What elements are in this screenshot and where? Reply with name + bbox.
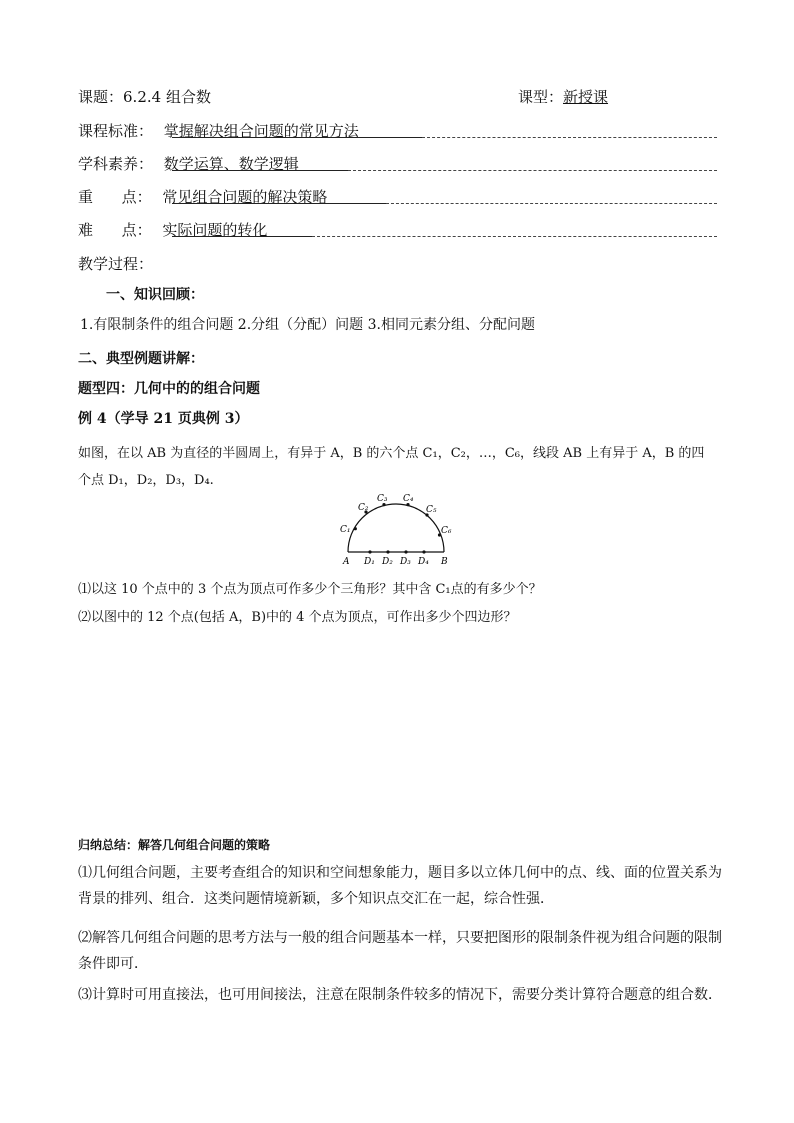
- lesson-type-label: 课型：: [518, 88, 564, 106]
- label-c6: C₆: [441, 526, 452, 536]
- section-examples-title: 二、典型例题讲解：: [78, 351, 204, 367]
- standard-value: 掌握解决组合问题的常见方法: [163, 122, 359, 140]
- problem-type-title: 题型四：几何中的的组合问题: [78, 381, 260, 397]
- label-c4: C₄: [403, 494, 414, 504]
- difficulty-label: 难 点：: [78, 221, 152, 239]
- literacy-label: 学科素养：: [78, 155, 154, 173]
- semicircle-figure: [334, 488, 464, 570]
- literacy-value: 数学运算、数学逻辑: [163, 155, 299, 173]
- lesson-type-value: 新授课: [563, 88, 609, 106]
- process-label: 教学过程：: [78, 255, 154, 273]
- question-1: ⑴以这 10 个点中的 3 个点为顶点可作多少个三角形？其中含 C₁点的有多少个？: [78, 582, 542, 597]
- topic-row: [78, 86, 211, 107]
- label-c5: C₅: [426, 505, 437, 515]
- label-d4: D₄: [418, 557, 429, 567]
- label-c2: C₂: [358, 503, 369, 513]
- difficulty-underline: [172, 236, 312, 237]
- summary-point-1: ⑴几何组合问题，主要考查组合的知识和空间想象能力，题目多以立体几何中的点、线、面的位置关系为背景的排列、组合．这类问题情境新颖，多个知识点交汇在一起，综合性强．: [78, 865, 722, 907]
- point-c1: [354, 527, 357, 530]
- problem-text-line2: 个点 D₁，D₂，D₃，D₄.: [78, 473, 214, 488]
- problem-text-line1: 如图，在以 AB 为直径的半圆周上，有异于 A，B 的六个点 C₁，C₂，…，C₆，线段 AB 上有异于 A，B 的四: [78, 446, 705, 461]
- summary-point-2: ⑵解答几何组合问题的思考方法与一般的组合问题基本一样，只要把图形的限制条件视为组合问题的限制条件即可．: [78, 930, 722, 972]
- point-d1: [368, 550, 371, 553]
- example-title: 例 4（学导 21 页典例 3）: [78, 411, 249, 427]
- topic-label: 课题：: [78, 88, 124, 106]
- point-d4: [422, 550, 425, 553]
- key-point-underline: [172, 203, 386, 204]
- difficulty-value: 实际问题的转化: [162, 221, 268, 239]
- label-a: A: [343, 557, 350, 567]
- summary-point-3: ⑶计算时可用直接法，也可用间接法，注意在限制条件较多的情况下，需要分类计算符合题意的组合数．: [78, 987, 722, 1003]
- literacy-dashline: [348, 170, 717, 171]
- standard-underline: [172, 137, 422, 138]
- point-d3: [404, 550, 407, 553]
- summary-title: 归纳总结：解答几何组合问题的策略: [78, 838, 271, 852]
- review-text: 1.有限制条件的组合问题 2.分组（分配）问题 3.相同元素分组、分配问题: [80, 317, 535, 333]
- label-b: B: [441, 557, 448, 567]
- label-d2: D₂: [382, 557, 393, 567]
- standard-label: 课程标准：: [78, 122, 154, 140]
- label-d3: D₃: [400, 557, 411, 567]
- question-2: ⑵以图中的 12 个点(包括 A，B)中的 4 个点为顶点，可作出多少个四边形？: [78, 610, 517, 625]
- point-d2: [386, 550, 389, 553]
- label-c1: C₁: [340, 525, 351, 535]
- lesson-type-row: [518, 86, 608, 107]
- label-c3: C₃: [377, 494, 388, 504]
- standard-dashline: [422, 137, 717, 138]
- key-point-label: 重 点：: [78, 188, 152, 206]
- key-point-dashline: [386, 203, 717, 204]
- label-d1: D₁: [364, 557, 375, 567]
- difficulty-dashline: [312, 236, 717, 237]
- literacy-underline: [172, 170, 348, 171]
- section-review-title: 一、知识回顾：: [106, 287, 204, 303]
- topic-value: 6.2.4 组合数: [123, 88, 211, 106]
- key-point-value: 常见组合问题的解决策略: [162, 188, 328, 206]
